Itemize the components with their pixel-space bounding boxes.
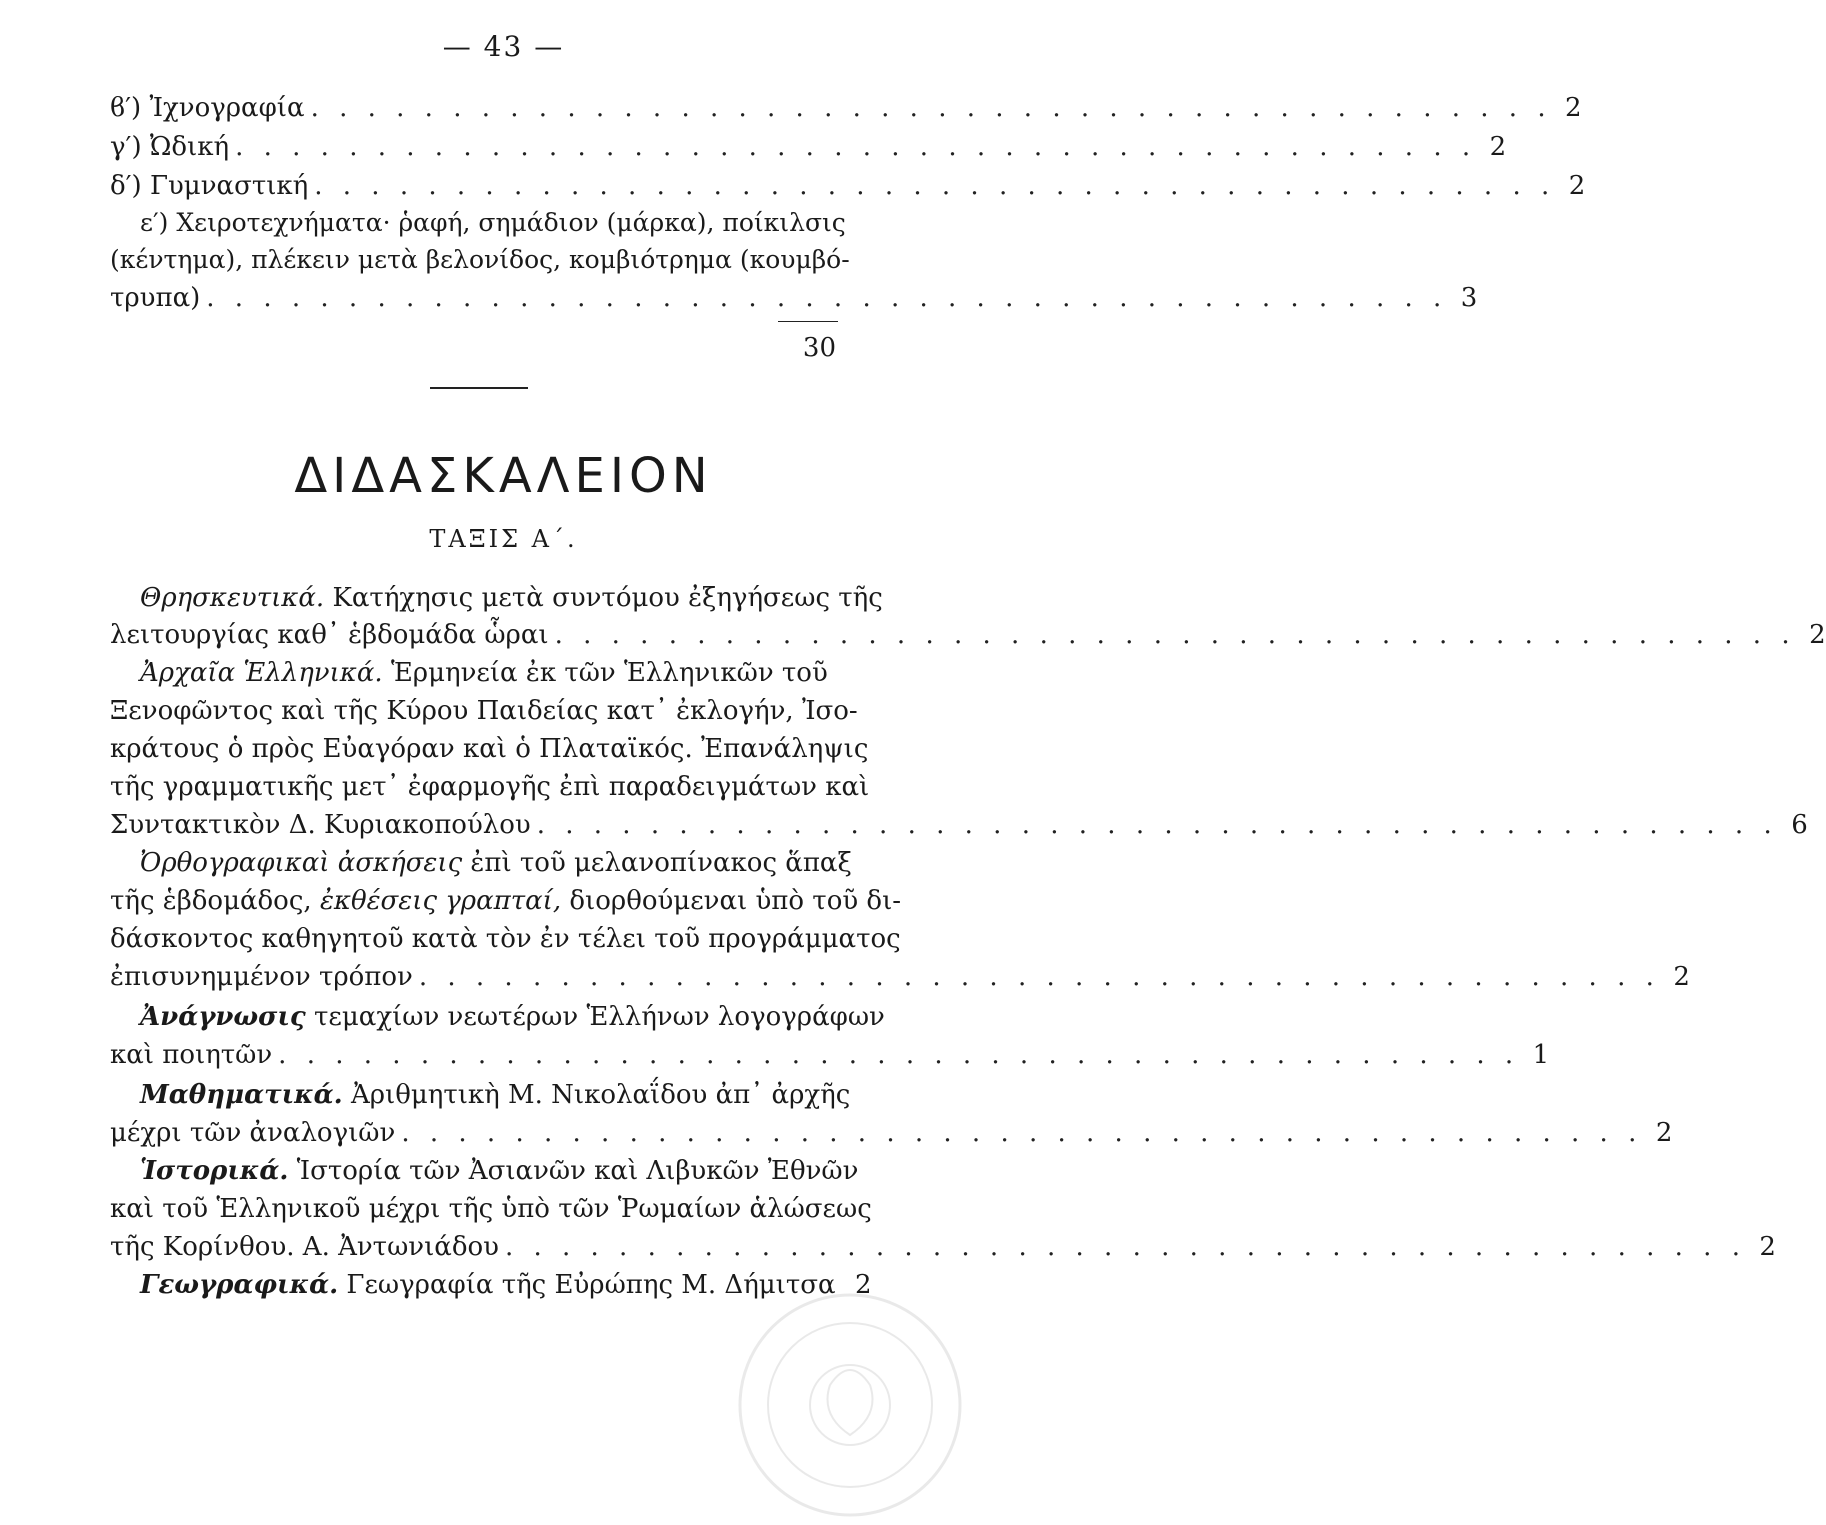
subject-line — [140, 1156, 859, 1186]
leader-dots: . . . . . . . . . . . . . . . . . . . . . . . . . . . . . . . . . . . . . . . . . . . . — [206, 283, 1448, 313]
library-seal-stamp — [730, 1285, 970, 1525]
subject-line — [140, 848, 852, 878]
subject-text: Ξενοφῶντος καὶ τῆς Κύρου Παιδείας κατ᾽ ἐκλογήν, Ἰσο- — [110, 696, 858, 726]
class-heading: ΤΑΞΙΣ Α΄. — [429, 525, 578, 553]
subject-text: Κατήχησις μετὰ συντόμου ἐξηγήσεως τῆς — [332, 583, 883, 613]
leader-dots: . . . . . . . . . . . . . . . . . . . . . . . . . . . . . . . . . . . . . . . . . . . . — [314, 171, 1556, 201]
list-item-hours: 2 — [1565, 93, 1582, 123]
subject-hours: 2 — [1673, 962, 1690, 992]
section-divider — [430, 387, 528, 389]
subject-text: Ἑρμηνεία ἐκ τῶν Ἑλληνικῶν τοῦ — [390, 658, 828, 688]
subject-line — [110, 962, 1690, 992]
subject-title: Θρησκευτικά. — [140, 583, 325, 613]
subject-italic-text: ἐκθέσεις γραπταί, — [319, 886, 562, 916]
subject-hours: 2 — [1809, 620, 1826, 650]
subject-text: τῆς γραμματικῆς μετ᾽ ἐφαρμογῆς ἐπὶ παραδειγμάτων καὶ — [110, 772, 870, 802]
list-item-hours: 3 — [1460, 283, 1478, 313]
leader-dots: . . . . . . . . . . . . . . . . . . . . . . . . . . . . . . . . . . . . . . . . . . . . — [235, 132, 1477, 162]
total-rule — [778, 321, 838, 322]
list-item-hours: 2 — [1568, 171, 1586, 201]
subject-text: μέχρι τῶν ἀναλογιῶν — [110, 1118, 396, 1148]
subject-line — [140, 1002, 885, 1032]
list-item-label: δ′) Γυμναστική — [110, 171, 309, 201]
leader-dots: . . . . . . . . . . . . . . . . . . . . . . . . . . . . . . . . . . . . . . . . . . . . — [418, 962, 1660, 992]
item-e-line-3: τρυπα) — [110, 283, 201, 313]
leader-dots: . . . . . . . . . . . . . . . . . . . . . . . . . . . . . . . . . . . . . . . . . . . . — [554, 620, 1796, 650]
subject-text: κράτους ὁ πρὸς Εὐαγόραν καὶ ὁ Πλαταϊκός. Ἐπανάληψις — [110, 734, 869, 764]
list-item — [110, 171, 1586, 201]
subject-hours: 6 — [1791, 810, 1808, 840]
subject-text: καὶ τοῦ Ἑλληνικοῦ μέχρι τῆς ὑπὸ τῶν Ῥωμαίων ἁλώσεως — [110, 1194, 872, 1224]
subject-title: Μαθηματικά. — [140, 1080, 343, 1110]
section-heading: ΔΙΔΑΣΚΑΛΕΙΟΝ — [294, 448, 713, 504]
list-item — [110, 132, 1507, 162]
subject-title: Ἱστορικά. — [140, 1156, 289, 1186]
subject-title: Ἀρχαῖα Ἑλληνικά. — [140, 658, 383, 688]
subject-hours: 2 — [1655, 1118, 1673, 1148]
item-e-line-1: ε′) Χειροτεχνήματα· ῥαφή, σημάδιον (μάρκα), ποίκιλσις — [140, 208, 846, 237]
subject-text: Ἀριθμητικὴ Μ. Νικολαΐδου ἀπ᾽ ἀρχῆς — [350, 1080, 851, 1110]
subject-text: δάσκοντος καθηγητοῦ κατὰ τὸν ἐν τέλει τοῦ προγράμματος — [110, 924, 901, 954]
leader-dots: . . . . . . . . . . . . . . . . . . . . . . . . . . . . . . . . . . . . . . . . . . . . — [504, 1232, 1746, 1262]
leader-dots: . . . . . . . . . . . . . . . . . . . . . . . . . . . . . . . . . . . . . . . . . . . . — [278, 1040, 1520, 1070]
leader-dots: . . . . . . . . . . . . . . . . . . . . . . . . . . . . . . . . . . . . . . . . . . . . — [536, 810, 1778, 840]
subject-hours: 1 — [1532, 1040, 1550, 1070]
subject-text: τεμαχίων νεωτέρων Ἑλλήνων λογογράφων — [314, 1002, 885, 1032]
subject-text: Γεωγραφία τῆς Εὐρώπης Μ. Δήμιτσα — [346, 1270, 836, 1300]
subject-line — [110, 1118, 1673, 1148]
leader-dots: . . . . . . . . . . . . . . . . . . . . . . . . . . . . . . . . . . . . . . . . . . . . — [401, 1118, 1643, 1148]
subject-title: Ὀρθογραφικαὶ ἀσκήσεις — [140, 848, 463, 878]
subject-line — [140, 1080, 851, 1110]
subject-text: Συντακτικὸν Δ. Κυριακοπούλου — [110, 810, 531, 840]
list-item-label: ϐ′) Ἰχνογραφία — [110, 93, 305, 123]
subject-text: διορθούμεναι ὑπὸ τοῦ δι- — [569, 886, 902, 916]
subject-line — [140, 660, 835, 686]
subject-line — [110, 620, 1826, 650]
subject-line — [140, 583, 883, 613]
subject-hours: 2 — [855, 1270, 872, 1300]
subject-text: Ἱστορία τῶν Ἀσιανῶν καὶ Λιβυκῶν Ἐθνῶν — [296, 1156, 859, 1186]
subject-text: τῆς ἑβδομάδος, — [110, 886, 312, 916]
list-item-label: γ′) Ὠδική — [110, 132, 230, 162]
subject-text: καὶ ποιητῶν — [110, 1040, 273, 1070]
subject-line — [110, 1040, 1550, 1070]
subject-title: Ἀνάγνωσις — [140, 1002, 306, 1032]
item-e-line-2: (κέντημα), πλέκειν μετὰ βελονίδος, κομβιότρημα (κουμβό- — [110, 245, 850, 274]
subject-line — [110, 1232, 1776, 1262]
subject-line — [110, 810, 1808, 840]
subject-text: ἐπὶ τοῦ μελανοπίνακος ἅπαξ — [470, 848, 852, 878]
subject-text: ἐπισυνημμένον τρόπον — [110, 962, 413, 992]
leader-dots: . . . . . . . . . . . . . . . . . . . . . . . . . . . . . . . . . . . . . . . . . . . . — [310, 93, 1552, 123]
hours-total: 30 — [802, 333, 836, 363]
subject-title: Γεωγραφικά. — [140, 1270, 339, 1300]
list-item-hours: 2 — [1489, 132, 1507, 162]
list-item — [110, 283, 1478, 313]
list-item — [110, 93, 1582, 123]
subject-text: τῆς Κορίνθου. Α. Ἀντωνιάδου — [110, 1232, 499, 1262]
subject-text: λειτουργίας καθ᾽ ἑβδομάδα ὧραι — [110, 620, 549, 650]
page-number: — 43 — — [442, 30, 565, 63]
subject-hours: 2 — [1759, 1232, 1776, 1262]
subject-line — [110, 886, 902, 916]
